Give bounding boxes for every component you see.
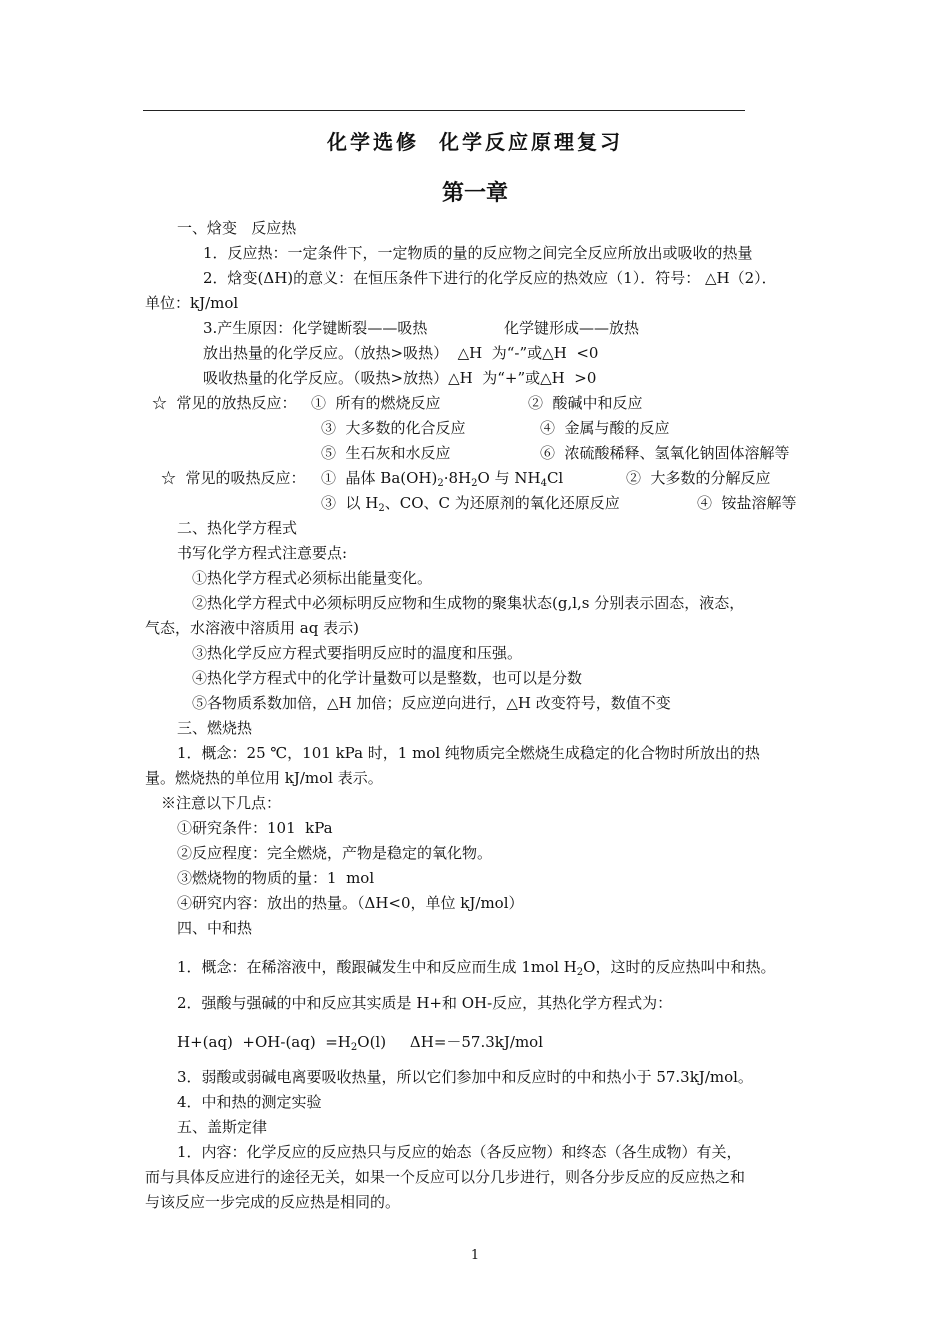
s4-paragraph-4: 4．中和热的测定实验 — [177, 1093, 322, 1111]
s1-paragraph-2b: 单位：kJ/mol — [145, 294, 239, 312]
s1-paragraph-4: 放出热量的化学反应。（放热>吸热） △H 为“-”或△H <0 — [203, 344, 599, 362]
s5-paragraph-1c: 与该反应一步完成的反应热是相同的。 — [145, 1193, 401, 1211]
s2-rule: ⑤各物质系数加倍，△H 加倍；反应逆向进行，△H 改变符号，数值不变 — [192, 694, 671, 712]
exothermic-item: ③ 大多数的化合反应 — [321, 419, 466, 437]
s1-paragraph-3a: 3.产生原因：化学键断裂——吸热 — [203, 319, 428, 337]
s2-rule-cont: 气态，水溶液中溶质用 aq 表示) — [145, 619, 359, 637]
header-rule — [143, 110, 745, 111]
s5-paragraph-1b: 而与具体反应进行的途径无关，如果一个反应可以分几步进行，则各分步反应的反应热之和 — [145, 1168, 746, 1186]
document-title: 化学选修 化学反应原理复习 — [327, 130, 623, 154]
section-5-heading: 五、盖斯定律 — [177, 1118, 268, 1136]
section-3-heading: 三、燃烧热 — [177, 719, 253, 737]
s1-paragraph-2a: 2．焓变(ΔH)的意义：在恒压条件下进行的化学反应的热效应（1）．符号： △H（2）． — [203, 269, 777, 287]
exothermic-item: ① 所有的燃烧反应 — [311, 394, 441, 412]
s1-paragraph-3b: 化学键形成——放热 — [504, 319, 640, 337]
exothermic-label: ☆ 常见的放热反应： — [152, 394, 297, 412]
s2-rule: ②热化学方程式中必须标明反应物和生成物的聚集状态(g,l,s 分别表示固态，液态， — [192, 594, 745, 612]
section-1-heading: 一、焓变 反应热 — [177, 219, 297, 237]
s2-intro: 书写化学方程式注意要点: — [177, 544, 348, 562]
s3-paragraph-1b: 量。燃烧热的单位用 kJ/mol 表示。 — [145, 769, 383, 787]
s2-rule: ①热化学方程式必须标出能量变化。 — [192, 569, 433, 587]
s5-paragraph-1a: 1．内容：化学反应的反应热只与反应的始态（各反应物）和终态（各生成物）有关， — [177, 1143, 742, 1161]
s3-note-item: ③燃烧物的物质的量：1 mol — [177, 869, 375, 887]
section-4-heading: 四、中和热 — [177, 919, 253, 937]
endothermic-item: ① 晶体 $Ba(OH)_2\cdot 8H_2O$ 与 $NH_4Cl$ — [321, 469, 564, 489]
endothermic-label: ☆ 常见的吸热反应： — [161, 469, 306, 487]
s3-note-item: ②反应程度：完全燃烧，产物是稳定的氧化物。 — [177, 844, 493, 862]
s3-note-item: ④研究内容：放出的热量。（ΔH<0，单位 kJ/mol） — [177, 894, 524, 912]
s3-note: ※注意以下几点： — [161, 794, 282, 812]
s3-note-item: ①研究条件：101 kPa — [177, 819, 333, 837]
exothermic-item: ② 酸碱中和反应 — [528, 394, 643, 412]
s4-paragraph-2: 2．强酸与强碱的中和反应其实质是 H+和 OH-反应，其热化学方程式为： — [177, 994, 673, 1012]
s2-rule: ③热化学反应方程式要指明反应时的温度和压强。 — [192, 644, 523, 662]
exothermic-item: ⑥ 浓硫酸稀释、氢氧化钠固体溶解等 — [540, 444, 790, 462]
endothermic-item: ② 大多数的分解反应 — [626, 469, 771, 487]
chapter-heading: 第一章 — [441, 180, 508, 206]
endothermic-item: ③ 以 $H_2$、CO、C 为还原剂的氧化还原反应 — [321, 494, 620, 514]
s4-paragraph-1: 1．概念：在稀溶液中，酸跟碱发生中和反应而生成 1mol $H_2O$，这时的反应热叫中和热。 — [177, 958, 776, 978]
page-number: 1 — [470, 1248, 480, 1263]
exothermic-item: ⑤ 生石灰和水反应 — [321, 444, 451, 462]
s1-paragraph-1: 1．反应热：一定条件下，一定物质的量的反应物之间完全反应所放出或吸收的热量 — [203, 244, 753, 262]
section-2-heading: 二、热化学方程式 — [177, 519, 298, 537]
s4-paragraph-3: 3．弱酸或弱碱电离要吸收热量，所以它们参加中和反应时的中和热小于 57.3kJ/mol。 — [177, 1068, 753, 1086]
s2-rule: ④热化学方程式中的化学计量数可以是整数，也可以是分数 — [192, 669, 583, 687]
s4-equation: $H+(aq) +OH-(aq) =H_2O(l)$ ΔH=－57.3kJ/mol — [177, 1033, 543, 1053]
s3-paragraph-1a: 1．概念：25 ℃，101 kPa 时，1 mol 纯物质完全燃烧生成稳定的化合物时所放出的热 — [177, 744, 760, 762]
s1-paragraph-5: 吸收热量的化学反应。（吸热>放热）△H 为“+”或△H >0 — [203, 369, 597, 387]
endothermic-item: ④ 铵盐溶解等 — [697, 494, 797, 512]
exothermic-item: ④ 金属与酸的反应 — [540, 419, 670, 437]
